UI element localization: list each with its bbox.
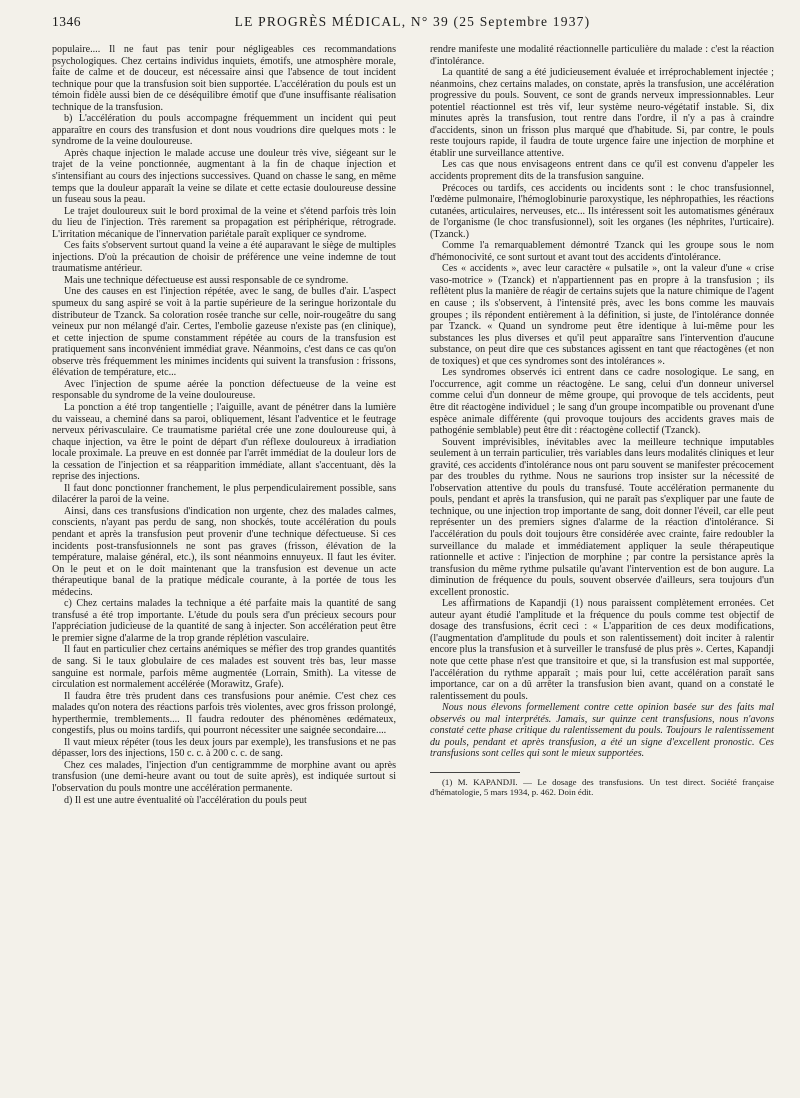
paragraph: populaire.... Il ne faut pas tenir pour négligeables ces recommandations psychologiques. Chez certains individus inquiets, émotifs, une atmosphère morale, faite de calme et de douceur, est nécessaire ainsi que l'absence de tout incident technique pour que la transfusion soit bien supportée. L'accélération du pouls est un témoin fidèle aussi bien de ce déséquilibre émotif que d'une insuffisante réalisation technique de la transfusion. bbox=[52, 44, 396, 113]
paragraph: Il faut donc ponctionner franchement, le plus perpendiculairement possible, sans dilacérer la paroi de la veine. bbox=[52, 482, 396, 506]
paragraph: Une des causes en est l'injection répétée, avec le sang, de bulles d'air. L'aspect spumeux du sang aspiré se voit à la partie supérieure de la seringue horizontale du distributeur de Tzanck. Sa coloration rosée tranche sur celle, noir-rougeâtre du sang veineux pur non mélangé d'air. Certes, l'embolie gazeuse n'existe pas (en clinique), et cette injection de spume constamment répétée au cours de la transfusion est pratiquement sans inconvénient immédiat grave. Néanmoins, c'est dans ce cas qu'on observe très fréquemment les minimes incidents qui suivent la transfusion : frissons, élévation de température, etc... bbox=[52, 286, 396, 379]
paragraph: Après chaque injection le malade accuse une douleur très vive, siégeant sur le trajet de la veine ponctionnée, augmentant à la fin de chaque injection et s'intensifiant au cours des injections successives. Quand on chasse le sang, en même temps que la douleur apparaît la veine se dilate et cette ectasie douloureuse dessine un fuseau sous la peau. bbox=[52, 147, 396, 206]
paragraph: Les syndromes observés ici entrent dans ce cadre nosologique. Le sang, en l'occurrence, agit comme un réactogène. Le sang, celui d'un donneur universel comme celui d'un donneur de même groupe, qui provoque de tels accidents, peut être dit réactogène individuel ; le sang d'un groupe incompatible ou provenant d'une espèce animale différente (qui provoque toujours des accidents graves mais de pathogénie semblable) peut être dit : réactogène collectif (Tzanck). bbox=[430, 367, 774, 437]
paragraph: Précoces ou tardifs, ces accidents ou incidents sont : le choc transfusionnel, l'œdème pulmonaire, l'hémoglobinurie paroxystique, les néphropathies, les réactions cutanées, articulaires, nerveuses, etc... Ils intéressent soit les automatismes généraux de l'organisme (le choc transfusionnel), soit les organes (les néphrites, l'urticaire). (Tzanck.) bbox=[430, 182, 774, 240]
right-column bbox=[430, 44, 774, 806]
page-header bbox=[52, 14, 774, 36]
paragraph: Mais une technique défectueuse est aussi responsable de ce syndrome. bbox=[64, 274, 349, 286]
paragraph: Les affirmations de Kapandji (1) nous paraissent complètement erronées. Cet auteur ayant étudié l'amplitude et la fréquence du pouls comme test objectif de dosage des transfusions, écrit ceci : « L'apparition de ces deux modifications, (l'augmentation d'amplitude du pouls et son ralentissement) doit inciter à ralentir encore plus la transfusion et à surveiller le transfusé de plus près ». Certes, Kapandji note que cette phase n'est que transitoire et que, si la transfusion est mal supportée, l'accélération du rythme apparaît ; mais pour lui, cette accélération paraît sans importance, car on a dû arrêter la transfusion bien avant, quand on a constaté le ralentissement du pouls. bbox=[430, 598, 774, 702]
paragraph: La ponction a été trop tangentielle ; l'aiguille, avant de pénétrer dans la lumière du vaisseau, a cheminé dans sa paroi, obliquement, lésant l'adventice et le feutrage nerveux périvasculaire. Ce traumatisme pariétal crée une zone douloureuse qui, à chaque injection, va être le point de départ d'un réflexe douloureux à irradiation locale proximale. La preuve en est donnée par l'arrêt immédiat de la douleur lors de la cessation de l'injection et sa réapparition immédiate, allant s'accentuant, dès la reprise des injections. bbox=[52, 401, 396, 483]
paragraph: Chez ces malades, l'injection d'un centigrammme de morphine avant ou après transfusion (une demi-heure avant ou tout de suite après), est indiquée surtout si l'observation du pouls montre une accélération permanente. bbox=[52, 759, 396, 794]
paragraph: La quantité de sang a été judicieusement évaluée et irréprochablement injectée ; néanmoins, chez certains malades, on constate, après la transfusion, une accélération progressive du pouls. Souvent, ce sont de grands nerveux impressionnables. Leur potentiel réactionnel est très vif, leur système neuro-végétatif instable. Si, dix minutes après la transfusion, tout rentre dans l'ordre, il n'y a pas à craindre d'accidents, sinon un frisson plus marqué que d'habitude. Si, par contre, le pouls reste toujours rapide, il faudra de toute urgence faire une injection de morphine et établir une surveillance attentive. bbox=[430, 67, 774, 159]
paragraph: rendre manifeste une modalité réactionnelle particulière du malade : c'est la réaction d'intolérance. bbox=[430, 44, 774, 67]
text-columns bbox=[52, 44, 774, 806]
paragraph: Il faut en particulier chez certains anémiques se méfier des trop grandes quantités de sang. Si le taux globulaire de ces malades est souvent très bas, leur masse sanguine est normale, parfois même augmentée (Lorrain, Smith). La vitesse de circulation est normalement accélérée (Morawitz, Grafe). bbox=[52, 644, 396, 691]
running-title: LE PROGRÈS MÉDICAL, N° 39 (25 Septembre 1937) bbox=[234, 14, 591, 29]
paragraph: Avec l'injection de spume aérée la ponction défectueuse de la veine est responsable du syndrome de la veine douloureuse. bbox=[52, 378, 396, 402]
paragraph: Il faudra être très prudent dans ces transfusions pour anémie. C'est chez ces malades qu'on notera des réactions parfois très violentes, avec gros frisson prolongé, hyperthermie, tremblements.... Il faudra redouter des phénomènes œdémateux, congestifs, plus ou moins tardifs, qui pourront nécessiter une saignée secondaire.... bbox=[52, 690, 396, 737]
page-number: 1346 bbox=[52, 14, 81, 29]
paragraph: Ces faits s'observent surtout quand la veine a été auparavant le siège de multiples injections. D'où la précaution de choisir de préférence une veine indemne de tout traumatisme antérieur. bbox=[52, 240, 396, 275]
paragraph: c) Chez certains malades la technique a été parfaite mais la quantité de sang transfusé a été trop importante. L'étude du pouls sera d'un précieux secours pour l'appréciation judicieuse de la quantité de sang à injecter. Son accélération peut être le premier signe d'alarme de la trop grande réplétion vasculaire. bbox=[52, 598, 396, 644]
paragraph: Il vaut mieux répéter (tous les deux jours par exemple), les transfusions et ne pas dépasser, lors des injections, 150 c. c. à 200 c. c. de sang. bbox=[52, 736, 396, 760]
paragraph: d) Il est une autre éventualité où l'accélération du pouls peut bbox=[64, 794, 307, 806]
footnote: (1) M. KAPANDJI. — Le dosage des transfusions. Un test direct. Société française d'hématologie, 5 mars 1934, p. 462. Doin édit. bbox=[430, 776, 774, 798]
footnote-divider bbox=[430, 772, 520, 773]
left-column bbox=[52, 44, 396, 806]
paragraph: Comme l'a remarquablement démontré Tzanck qui les groupe sous le nom d'hémonocivité, ce sont surtout et avant tout des accidents d'intolérance. bbox=[430, 240, 774, 263]
paragraph: Souvent imprévisibles, inévitables avec la meilleure technique imputables seulement à un terrain particulier, très variables dans leurs modalités cliniques et leur gravité, ces accidents d'intolérance nous ont paru souvent se manifester précocement par des troubles du rythme. Nous ne saurions trop insister sur la nécessité de l'observation attentive du pouls du transfusé. Toute accélération permanente du pouls, pendant et après la transfusion, qui ne paraît pas s'expliquer par une faute de technique, ou une injection trop importante de sang, doit donner l'éveil, car elle peut représenter un des premiers signes d'alarme de la réaction d'intolérance. Si l'accélération du pouls doit toujours être considérée avec crainte, faire redoubler la surveillance du malade et immédiatement appliquer la seule thérapeutique rationnelle et active : l'injection de morphine ; par contre la persistance après la transfusion du même rythme pulsatile qu'avant l'intervention est de bon augure. La diminution de fréquence du pouls, souvent observée d'ailleurs, sera toujours d'un excellent pronostic. bbox=[430, 436, 774, 598]
paragraph: Les cas que nous envisageons entrent dans ce qu'il est convenu d'appeler les accidents proprement dits de la transfusion sanguine. bbox=[430, 159, 774, 183]
paragraph: Nous nous élevons formellement contre cette opinion basée sur des faits mal observés ou mal interprétés. Jamais, sur quinze cent transfusions, nous n'avons constaté cette phase critique du ralentissement du pouls. Toujours le ralentissement du pouls, pendant et après transfusion, a été un signe d'excellent pronostic. Ces transfusions sont celles qui sont le mieux supportées. bbox=[430, 702, 774, 760]
paragraph: b) L'accélération du pouls accompagne fréquemment un incident qui peut apparaître en cours des transfusion et dont nous voudrions dire quelques mots : le syndrome de la veine douloureuse. bbox=[52, 113, 396, 148]
paragraph: Ces « accidents », avec leur caractère « pulsatile », ont la valeur d'une « crise vaso-motrice » (Tzanck) et n'appartiennent pas en propre à la transfusion ; ils reflètent plus la manière de réagir de certains sujets que la nature chimique de l'agent en cause ; ils s'observent, à l'intensité près, avec les bons comme les mauvais groupes ; ils répondent entièrement à la définition, si juste, de l'intolérance donnée par Tzanck. « Quand un syndrome peut être identique à lui-même pour les substances les plus diverses et qu'il peut apparaître sans l'intervention d'aucune substance, on peut dire que ces substances agissent en tant que réactogènes (et non de toxiques) et que ces syndromes sont des intolérances ». bbox=[430, 263, 774, 367]
paragraph: Ainsi, dans ces transfusions d'indication non urgente, chez des malades calmes, conscients, n'ayant pas perdu de sang, non shockés, toute accélération du pouls pendant et après la transfusion peut provenir d'une technique défectueuse. Si ces incidents post-transfusionnels ne sont pas graves (frisson, élévation de la température, malaise général, etc.), ils sont néanmoins ennuyeux. Il faut les éviter. On le peut et on le doit maintenant que la transfusion est devenue un acte thérapeutique banal de la pratique médicale courante, à la portée de tous les médecins. bbox=[52, 505, 396, 598]
right-column-body bbox=[430, 44, 774, 760]
paragraph: Le trajet douloureux suit le bord proximal de la veine et s'étend parfois très loin du lieu de l'injection. Très rarement sa propagation est périphérique, rétrograde. L'irritation mécanique de l'innervation pariétale paraît expliquer ce syndrome. bbox=[52, 205, 396, 240]
